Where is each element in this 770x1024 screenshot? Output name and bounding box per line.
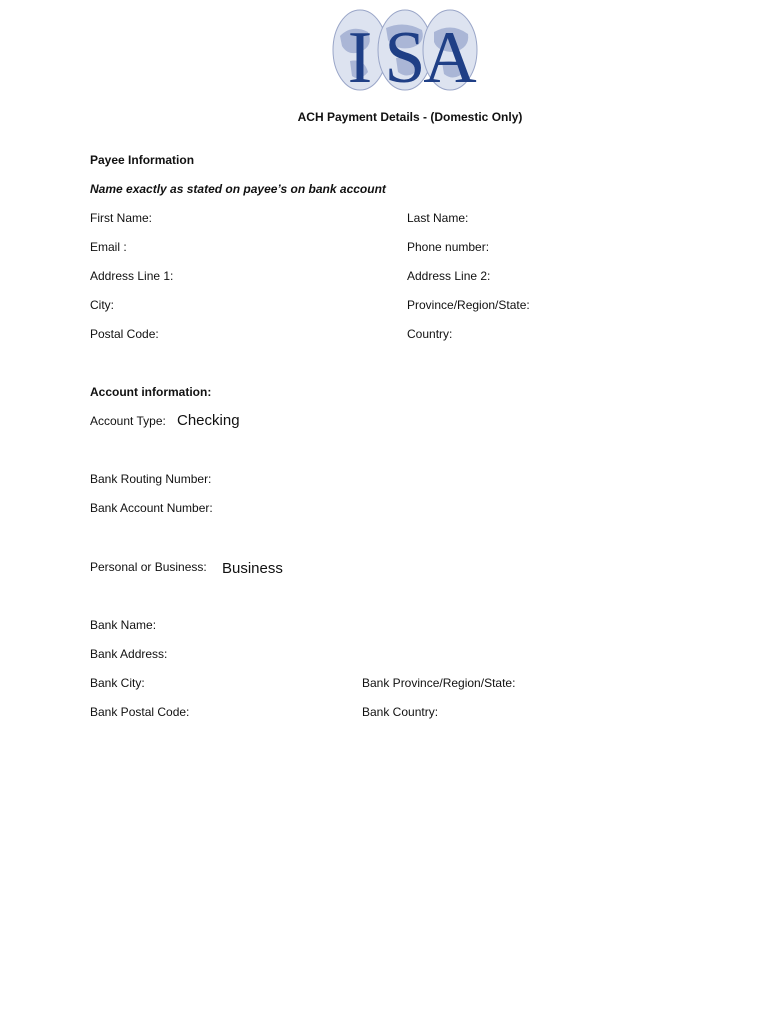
country-label: Country: bbox=[407, 327, 453, 341]
province-label: Province/Region/State: bbox=[407, 298, 530, 312]
personal-business-label: Personal or Business: bbox=[90, 560, 207, 574]
isa-logo bbox=[330, 6, 480, 96]
address-line-2-label: Address Line 2: bbox=[407, 269, 491, 283]
bank-city-label: Bank City: bbox=[90, 676, 145, 690]
account-type-label: Account Type: bbox=[90, 414, 166, 428]
bank-name-label: Bank Name: bbox=[90, 618, 157, 632]
svg-text:S: S bbox=[384, 17, 426, 96]
last-name-label: Last Name: bbox=[407, 211, 469, 225]
city-label: City: bbox=[90, 298, 114, 312]
address-line-1-label: Address Line 1: bbox=[90, 269, 174, 283]
payee-heading: Payee Information bbox=[90, 153, 195, 167]
page-title: ACH Payment Details - (Domestic Only) bbox=[297, 110, 523, 124]
bank-address-label: Bank Address: bbox=[90, 647, 168, 661]
account-heading: Account information: bbox=[90, 385, 212, 399]
bank-postal-code-label: Bank Postal Code: bbox=[90, 705, 190, 719]
bank-province-label: Bank Province/Region/State: bbox=[362, 676, 516, 690]
bank-country-label: Bank Country: bbox=[362, 705, 439, 719]
globe-logo-icon bbox=[330, 6, 480, 96]
email-label: Email : bbox=[90, 240, 127, 254]
svg-text:A: A bbox=[423, 17, 477, 96]
routing-number-label: Bank Routing Number: bbox=[90, 472, 212, 486]
postal-code-label: Postal Code: bbox=[90, 327, 159, 341]
payee-subheading: Name exactly as stated on payee’s on bank account bbox=[90, 182, 386, 196]
svg-text:I: I bbox=[347, 17, 373, 96]
account-type-field[interactable]: Checking bbox=[177, 412, 240, 429]
first-name-label: First Name: bbox=[90, 211, 153, 225]
personal-business-field[interactable]: Business bbox=[222, 560, 283, 577]
phone-label: Phone number: bbox=[407, 240, 490, 254]
account-number-label: Bank Account Number: bbox=[90, 501, 213, 515]
